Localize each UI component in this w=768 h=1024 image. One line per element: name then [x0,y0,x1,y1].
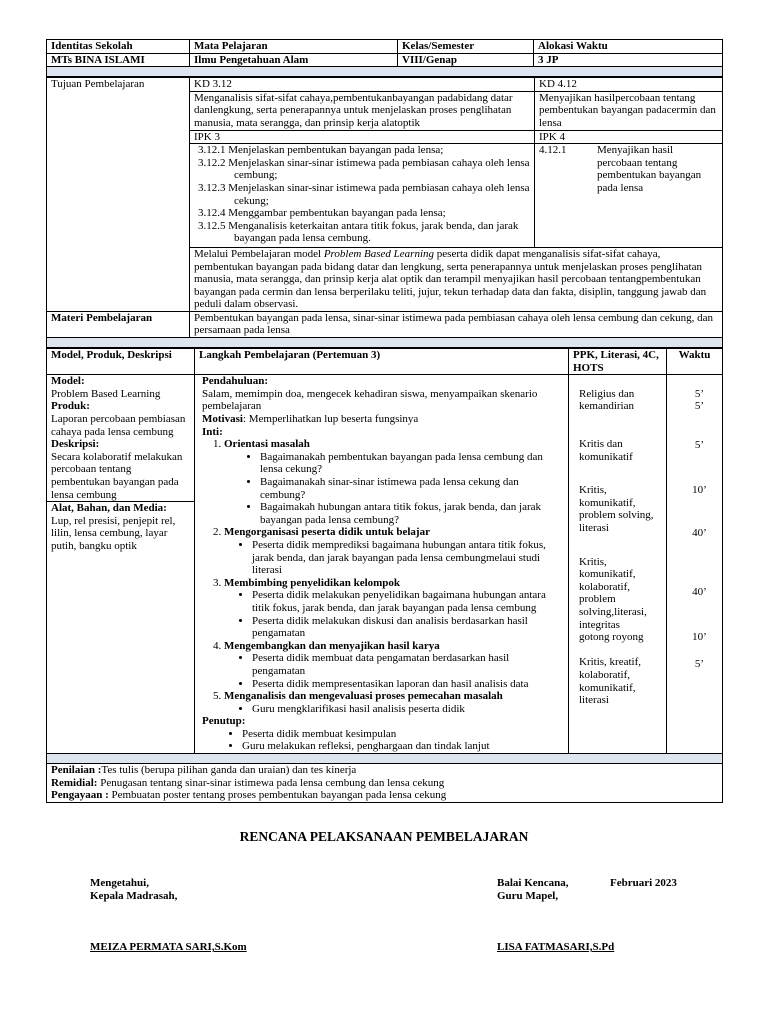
alat-value: Lup, rel presisi, penjepit rel, lilin, lensa cembung, layar putih, bangku optik [51,514,176,552]
ipk1-item: 3.12.1 Menjelaskan pembentukan bayangan pada lensa; [198,144,444,157]
ipk1-item: 3.12.4 Menggambar pembentukan bayangan pada lensa; [198,207,446,220]
col-langkah-header: Langkah Pembelajaran (Pertemuan 3) [195,349,569,375]
kd1-title: KD 3.12 [190,78,535,92]
langkah-header-row [47,349,723,375]
ipk2-list [535,144,723,248]
produk-label: Produk: [51,400,90,413]
tujuan-text: Melalui Pembelajaran model Problem Based Learning peserta didik dapat menganalisis sifat-sifat cahaya, pembentukan bayangan pada bidang datar dan lengkung, serta penerapannya untuk menjelaskan proses penglihatan manusia, mata serangga, dan prinsip kerja alat optik dan terampil menyajikan hasil percobaan tentangpembentukan bayangan pada cermin dan lensa berperilaku teliti, jujur, tekun terhadap data dan fakta, disiplin, tanggung jawab dan peduli dalam observasi. [190,247,723,311]
step-bullet: • Guru melakukan refleksi, penghargaan dan tindak lanjut [242,740,564,753]
kd2-text: Menyajikan hasilpercobaan tentang pembentukan bayangan padacermin dan lensa [535,91,723,130]
ppk-1: Religius dan kemandirian [579,387,635,413]
right-signature-l2: Guru Mapel, [497,890,559,902]
step-item: 4. Mengembangkan dan menyajikan hasil karya • Peserta didik membuat data pengamatan berdasarkan hasil pengamatan • Peserta didik mempresentasikan laporan dan hasil analisis data [224,640,564,690]
alat-label: Alat, Bahan, dan Media: [51,502,167,515]
document-title: RENCANA PELAKSANAAN PEMBELAJARAN [239,829,529,844]
ipk2-num: 4.12.1 [539,144,567,157]
guru-mapel-name: LISA FATMASARI,S.Pd [497,941,615,953]
remidial-line: Remidial: Penugasan tentang sinar-sinar istimewa pada lensa cembung dan lensa cekung [51,776,445,789]
produk-value: Laporan percobaan pembiasan cahaya pada lensa cembung [51,413,186,438]
tujuan-label: Tujuan Pembelajaran [47,78,190,312]
pengayaan-line: Pengayaan : Pembuatan poster tentang proses pembentukan bayangan pada lensa cekung [51,789,447,802]
deskripsi-value: Secara kolaboratif melakukan percobaan tentang pembentukan bayangan pada lensa cembung [51,450,183,501]
col-waktu-header: Waktu [667,349,723,375]
step-bullet: • Peserta didik membuat kesimpulan [242,728,564,741]
step-bullet: • Bagaimanakah pembentukan bayangan pada lensa cembung dan lensa cekung? [260,451,564,476]
value-sekolah: MTs BINA ISLAMI [47,53,190,67]
label-identitas: Identitas Sekolah [47,40,190,54]
waktu-4: 10’ [692,483,707,496]
left-signature-l2: Kepala Madrasah, [90,890,178,902]
steps-column [195,375,569,754]
step-bullet: • Bagaimakah hubungan antara titik fokus, jarak benda, dan jarak bayangan pada lensa cembung? [260,501,564,526]
step-bullet: • Guru mengklarifikasi hasil analisis peserta didik [252,703,564,716]
left-signature-l1: Mengetahui, [90,877,149,889]
value-alokasi: 3 JP [534,53,723,67]
deskripsi-label: Deskripsi: [51,438,100,451]
step-bullet: • Peserta didik melakukan diskusi dan analisis berdasarkan hasil pengamatan [252,615,564,640]
penilaian-line: Penilaian :Tes tulis (berupa pilihan ganda dan uraian) dan tes kinerja [51,764,357,777]
ipk1-title: IPK 3 [190,130,535,144]
value-mapel: Ilmu Pengetahuan Alam [190,53,398,67]
langkah-table [46,348,723,803]
waktu-7: 10’ [692,631,707,644]
ipk1-item: 3.12.3 Menjelaskan sinar-sinar istimewa pada pembiasan cahaya oleh lensa cekung; [198,181,530,207]
step-bullet: • Bagaimanakah sinar-sinar istimewa pada lensa cekung dan cembung? [260,476,564,501]
pendahuluan-heading: Pendahuluan: [202,375,269,388]
shade-divider [47,338,723,348]
header-value-row [47,53,723,67]
waktu-3: 5’ [694,439,705,452]
signature-date: Februari 2023 [610,877,677,889]
kepala-madrasah-name: MEIZA PERMATA SARI,S.Kom [90,941,247,953]
ipk2-text: Menyajikan hasil percobaan tentang pembentukan bayangan pada lensa [597,144,702,194]
ppk-5: gotong royong [579,631,644,644]
label-kelas: Kelas/Semester [398,40,534,54]
waktu-6: 40’ [692,585,707,598]
model-label: Model: [51,375,85,388]
kd1-text: Menganalisis sifat-sifat cahaya,pembentukanbayangan padabidang datar danlengkung, serta penerapannya untuk menjelaskan proses penglihatan manusia, mata serangga, dan prinsip kerja alatoptik [190,91,535,130]
materi-label: Materi Pembelajaran [47,311,190,337]
penutup-heading: Penutup: [202,715,246,728]
ppk-3: Kritis, komunikatif, problem solving, literasi [579,484,654,534]
step-item: 1. Orientasi masalah • Bagaimanakah pembentukan bayangan pada lensa cembung dan lensa cekung? • Bagaimanakah sinar-sinar istimewa pada lensa cekung dan cembung? • Bagaimakah hubungan antara titik fokus, jarak benda, dan jarak bayangan pada lensa cembung? [224,438,564,526]
label-mapel: Mata Pelajaran [190,40,398,54]
ppk-6: Kritis, kreatif, kolaboratif, komunikatif, literasi [579,656,642,707]
ipk2-title: IPK 4 [535,130,723,144]
shade-divider [47,67,723,77]
step-bullet: • Peserta didik mempresentasikan laporan dan hasil analisis data [252,678,564,691]
motivasi-line: Motivasi: Memperlihatkan lup beserta fungsinya [202,413,419,426]
kd2-title: KD 4.12 [535,78,723,92]
step-item: 2. Mengorganisasi peserta didik untuk belajar • Peserta didik memprediksi bagaimana hubungan antara titik fokus, jarak benda, dan jarak bayangan pada lensa cembungmelaui studi literasi [224,526,564,576]
rpp-table [46,39,723,77]
waktu-2: 5’ [694,400,705,413]
label-alokasi: Alokasi Waktu [534,40,723,54]
waktu-column [667,375,723,754]
ipk1-item: 3.12.5 Menganalisis keterkaitan antara titik fokus, jarak benda, dan jarak bayangan pada lensa cembung. [198,219,519,245]
ppk-column [569,375,667,754]
waktu-1: 5’ [694,387,705,400]
waktu-8: 5’ [694,658,705,670]
step-bullet: • Peserta didik memprediksi bagaimana hubungan antara titik fokus, jarak benda, dan jarak bayangan pada lensa cembungmelaui studi literasi [252,539,564,577]
step-bullet: • Peserta didik melakukan penyelidikan bagaimana hubungan antara titik fokus, jarak benda, dan jarak bayangan pada lensa cembung [252,589,564,614]
ppk-4: Kritis, komunikatif, kolaboratif, problem solving,literasi, integritas [579,555,647,631]
col-ppk-header: PPK, Literasi, 4C, HOTS [569,349,667,375]
materi-text: Pembentukan bayangan pada lensa, sinar-sinar istimewa pada pembiasan cahaya oleh lensa cembung dan cekung, dan persamaan pada lensa [190,311,723,337]
step-item: 5. Menganalisis dan mengevaluasi proses pemecahan masalah • Guru mengklarifikasi hasil analisis peserta didik [224,690,564,715]
ipk1-item: 3.12.2 Menjelaskan sinar-sinar istimewa pada pembiasan cahaya oleh lensa cembung; [198,156,530,182]
tujuan-table [46,77,723,348]
salam-text: Salam, memimpin doa, mengecek kehadiran siswa, menyampaikan skenario pembelajaran [202,387,538,413]
waktu-5: 40’ [692,527,707,540]
model-value: Problem Based Learning [51,387,161,400]
shade-divider [47,754,723,764]
col-model-header: Model, Produk, Deskripsi [47,349,195,375]
left-column [47,375,195,754]
ppk-2: Kritis dan komunikatif [579,438,633,463]
value-kelas: VIII/Genap [398,53,534,67]
ipk1-list [190,144,535,248]
header-label-row [47,40,723,54]
step-item: 3. Membimbing penyelidikan kelompok • Peserta didik melakukan penyelidikan bagaimana hubungan antara titik fokus, jarak benda, dan jarak bayangan pada lensa cembung • Peserta didik melakukan diskusi dan analisis berdasarkan hasil pengamatan [224,577,564,640]
penilaian-block [47,764,723,803]
step-bullet: • Peserta didik membuat data pengamatan berdasarkan hasil pengamatan [252,652,564,677]
inti-heading: Inti: [202,425,223,438]
rpp-document [46,39,722,803]
signature-place: Balai Kencana, [497,877,569,889]
steps-list [202,438,564,715]
